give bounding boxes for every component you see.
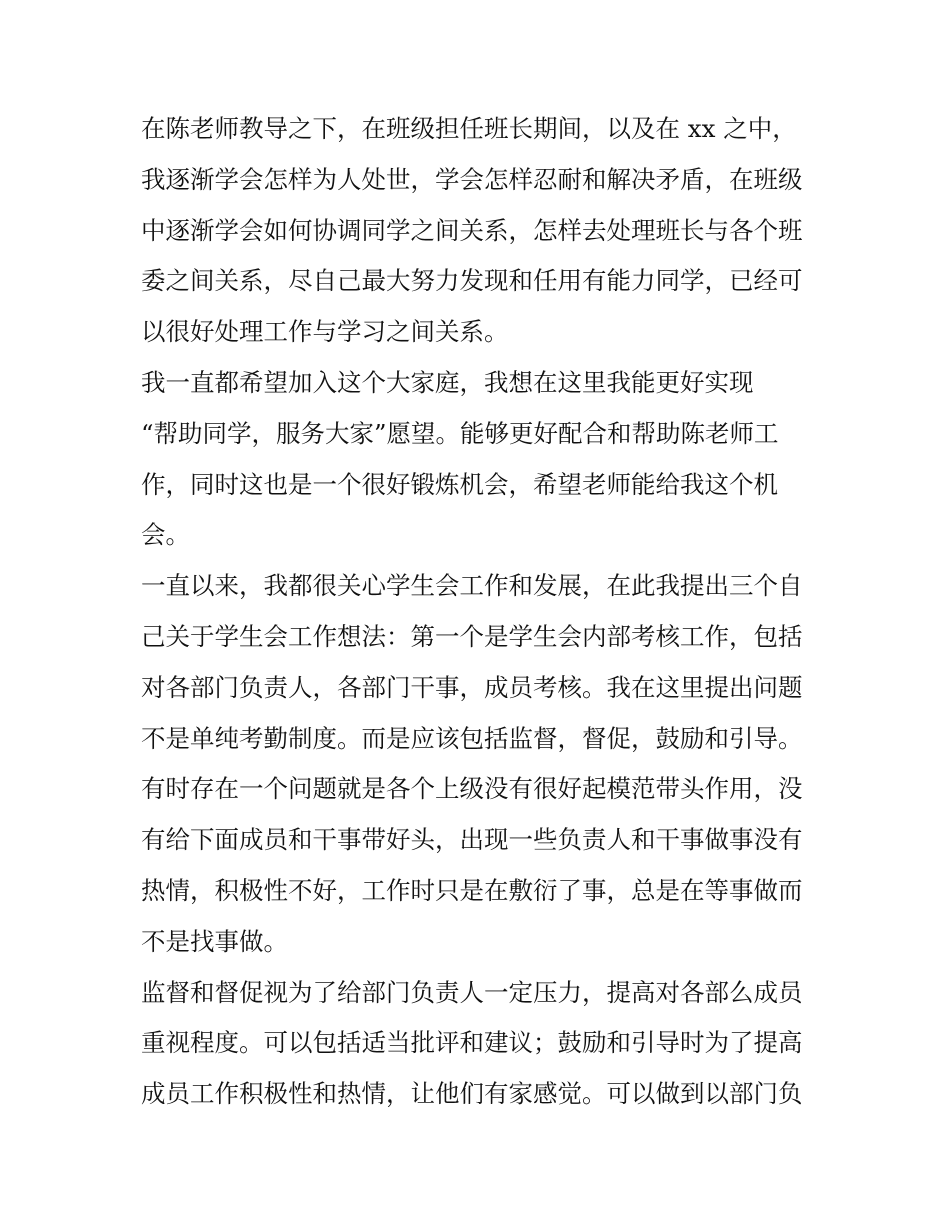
text-line: 一直以来，我都很关心学生会工作和发展，在此我提出三个自 bbox=[141, 571, 803, 601]
text-line: 以很好处理工作与学习之间关系。 bbox=[141, 317, 509, 347]
text-line: 成员工作积极性和热情，让他们有家感觉。可以做到以部门负 bbox=[141, 1079, 803, 1109]
text-line: 会。 bbox=[141, 520, 190, 550]
text-line: “帮助同学，服务大家”愿望。能够更好配合和帮助陈老师工 bbox=[141, 418, 779, 448]
paragraph-2 bbox=[141, 358, 821, 561]
text-line: 我一直都希望加入这个大家庭，我想在这里我能更好实现 bbox=[141, 367, 754, 397]
text-line: 监督和督促视为了给部门负责人一定压力，提高对各部么成员 bbox=[141, 977, 803, 1007]
text-line: 我逐渐学会怎样为人处世，学会怎样忍耐和解决矛盾，在班级 bbox=[141, 164, 803, 194]
paragraph-4 bbox=[141, 968, 821, 1120]
text-line: 对各部门负责人，各部门干事，成员考核。我在这里提出问题 bbox=[141, 672, 803, 702]
paragraph-3 bbox=[141, 561, 821, 967]
paragraph-1 bbox=[141, 104, 821, 358]
document-body bbox=[141, 104, 821, 1120]
text-line: 委之间关系，尽自己最大努力发现和任用有能力同学，已经可 bbox=[141, 266, 803, 296]
text-line: 不是找事做。 bbox=[141, 926, 288, 956]
text-line: 在陈老师教导之下，在班级担任班长期间，以及在 xx 之中， bbox=[141, 114, 797, 143]
text-line: 作，同时这也是一个很好锻炼机会，希望老师能给我这个机 bbox=[141, 469, 778, 499]
text-line: 有给下面成员和干事带好头，出现一些负责人和干事做事没有 bbox=[141, 825, 803, 855]
text-line: 重视程度。可以包括适当批评和建议；鼓励和引导时为了提高 bbox=[141, 1028, 803, 1058]
text-line: 不是单纯考勤制度。而是应该包括监督，督促，鼓励和引导。 bbox=[141, 723, 803, 753]
text-line: 有时存在一个问题就是各个上级没有很好起模范带头作用，没 bbox=[141, 774, 803, 804]
text-line: 热情，积极性不好，工作时只是在敷衍了事，总是在等事做而 bbox=[141, 875, 803, 905]
text-line: 中逐渐学会如何协调同学之间关系，怎样去处理班长与各个班 bbox=[141, 215, 803, 245]
text-line: 己关于学生会工作想法：第一个是学生会内部考核工作，包括 bbox=[141, 621, 803, 651]
